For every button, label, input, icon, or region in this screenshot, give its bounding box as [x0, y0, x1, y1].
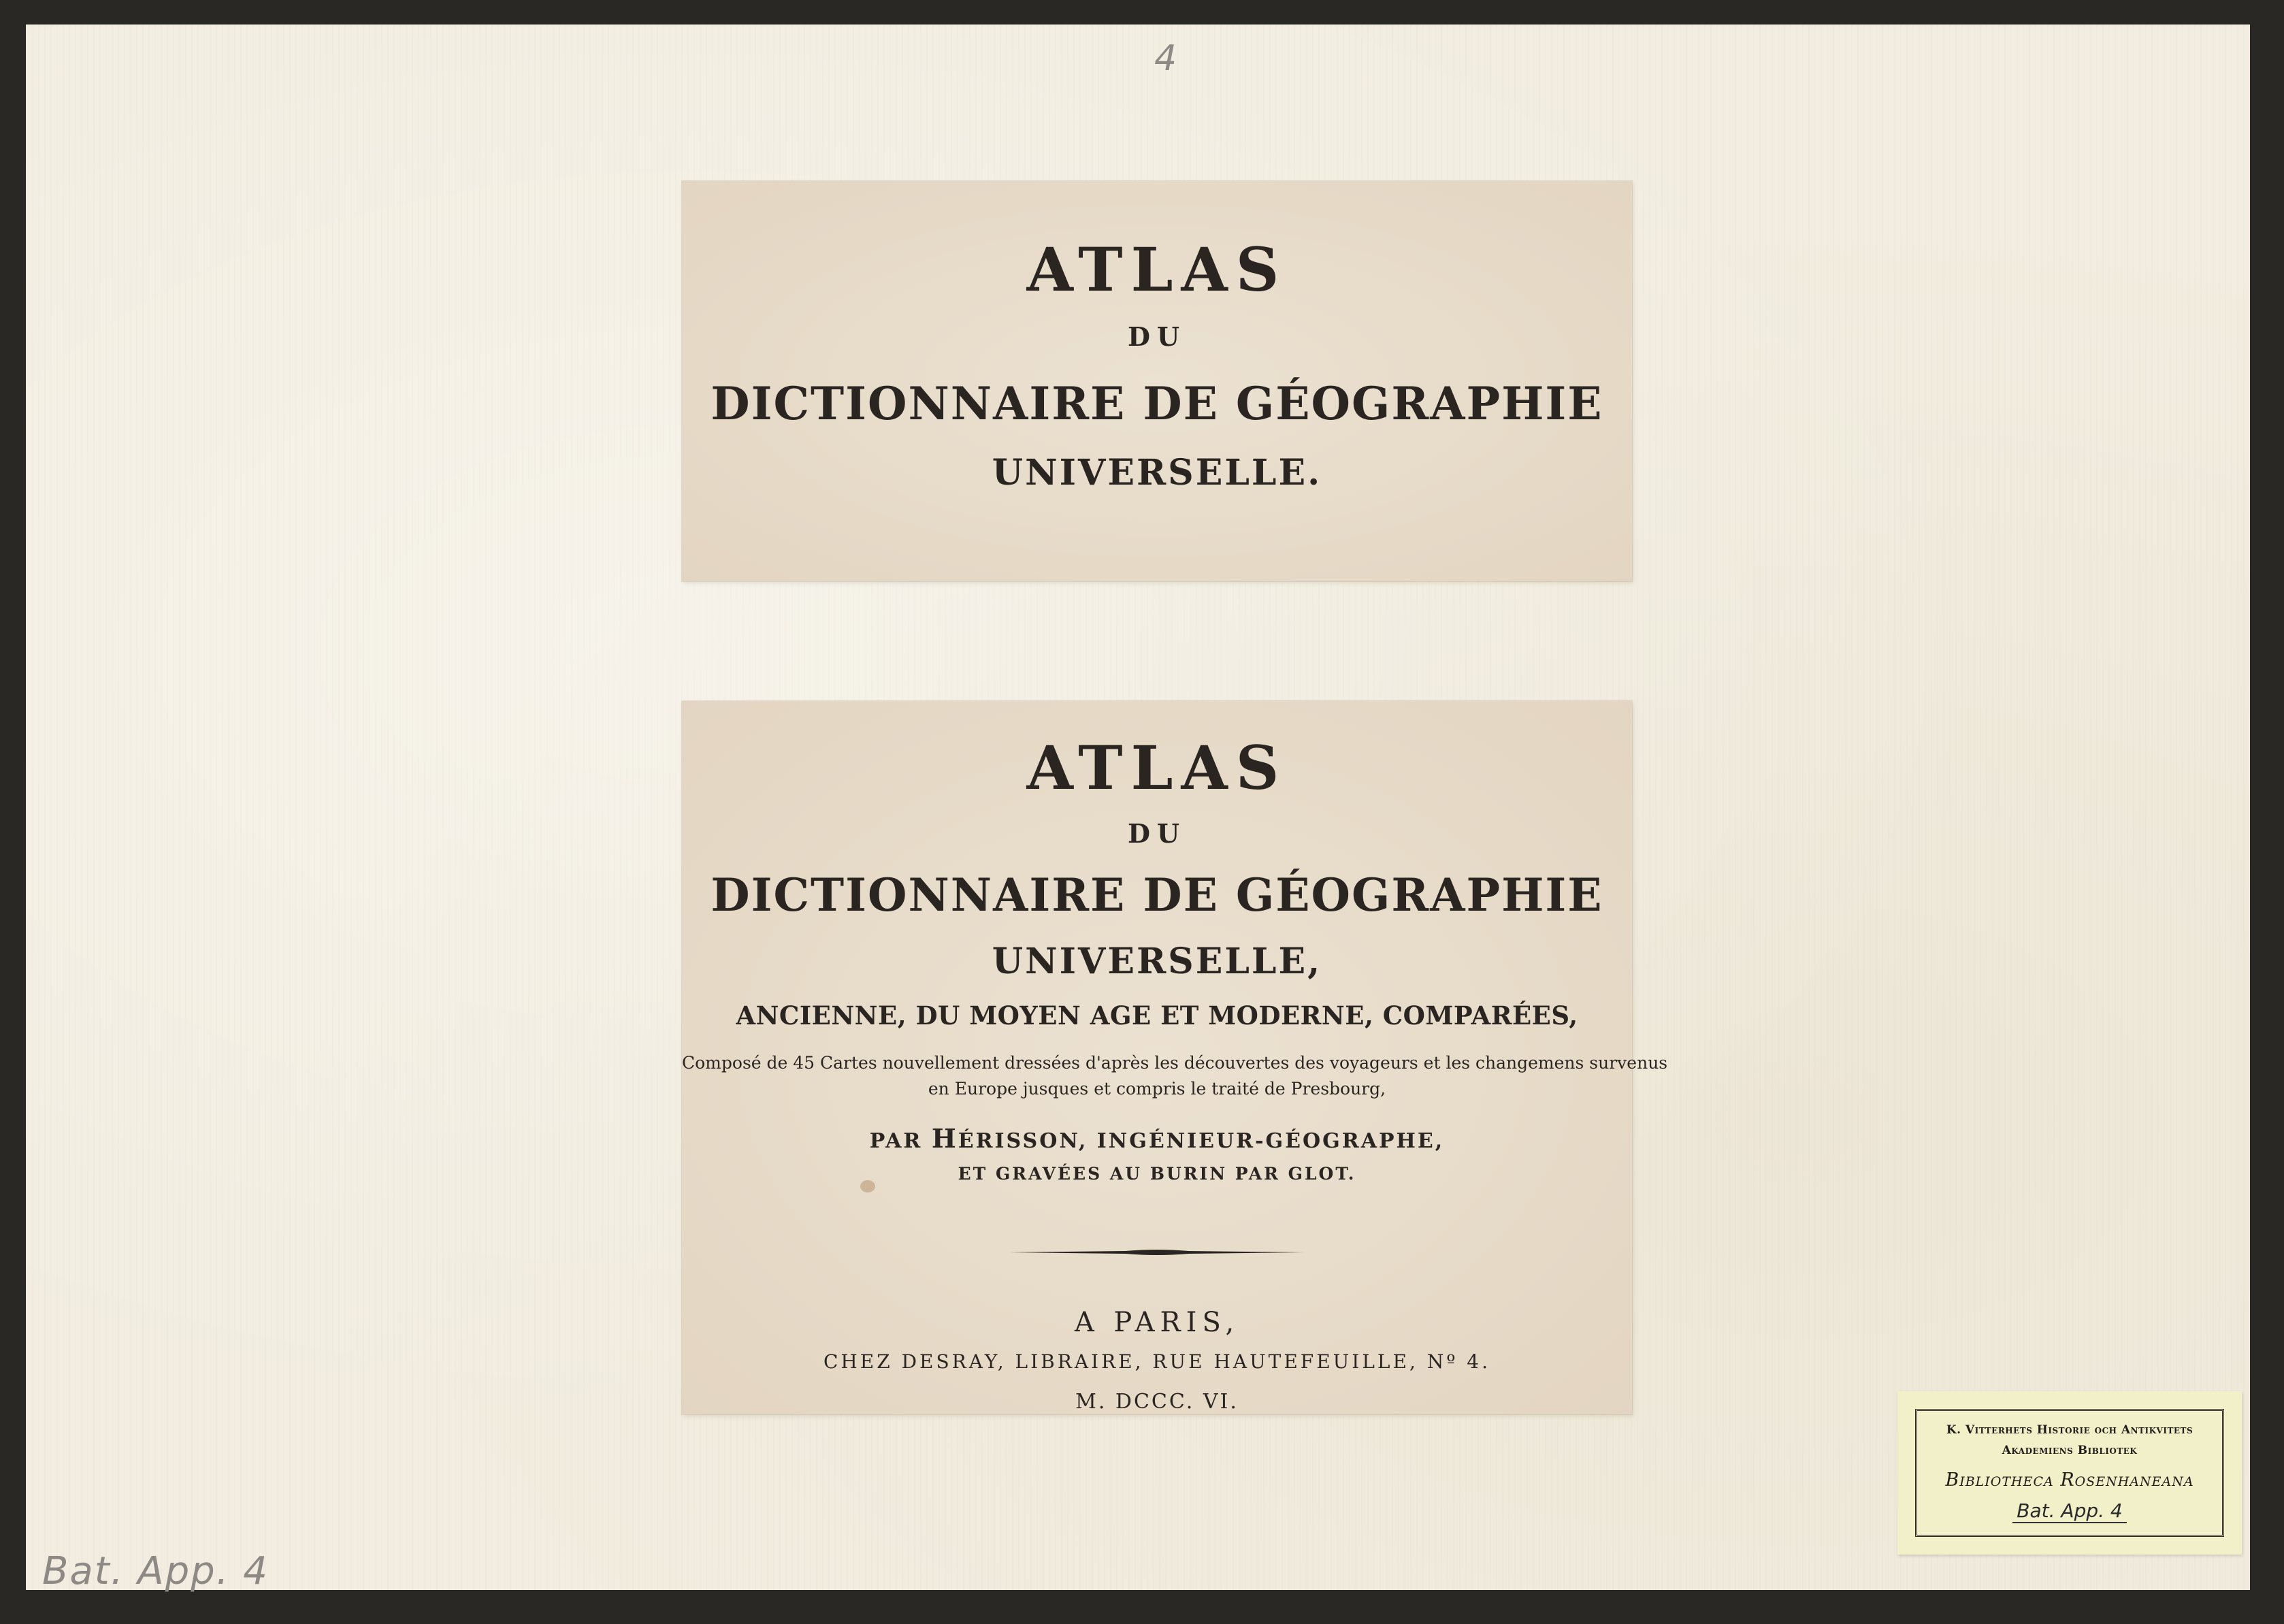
title-subtitle: ANCIENNE, DU MOYEN AGE ET MODERNE, COMPARÉES, [736, 1001, 1578, 1030]
library-stamp [1897, 1391, 2242, 1555]
half-title-slip [682, 181, 1632, 581]
library-stamp-line3: Bibliotheca Rosenhaneana [1945, 1469, 2194, 1491]
half-title-atlas: ATLAS [1026, 234, 1288, 305]
library-stamp-shelfmark [1917, 1499, 2222, 1522]
title-description-line2: en Europe jusques et compris le traité de Presbourg, [928, 1079, 1386, 1099]
half-title-universelle: UNIVERSELLE. [992, 452, 1322, 493]
foxing-spot [860, 1180, 875, 1192]
half-title-du: DU [1127, 321, 1187, 352]
title-author-rest: ÉRISSON, INGÉNIEUR-GÉOGRAPHE, [958, 1129, 1445, 1153]
title-page-slip [682, 701, 1668, 1414]
library-stamp-frame [1915, 1409, 2224, 1537]
title-place: A PARIS, [1074, 1307, 1240, 1338]
library-stamp-line1: K. Vitterhets Historie och Antikvitets [1946, 1423, 2193, 1437]
title-description-line1: Composé de 45 Cartes nouvellement dressées d'après les découvertes des voyageurs et les changemens survenus [682, 1053, 1668, 1073]
title-publisher: CHEZ DESRAY, LIBRAIRE, RUE HAUTEFEUILLE, Nº 4. [823, 1350, 1491, 1373]
title-du: DU [1127, 818, 1187, 849]
library-stamp-line2: Akademiens Bibliotek [2002, 1444, 2138, 1457]
title-atlas: ATLAS [1026, 732, 1288, 803]
title-engraver: ET GRAVÉES AU BURIN PAR GLOT. [958, 1164, 1356, 1184]
title-author-initial: H [931, 1123, 958, 1154]
pencil-shelfmark: Bat. App. 4 [42, 1549, 269, 1593]
title-author-par: PAR [869, 1129, 932, 1153]
title-dictionnaire: DICTIONNAIRE DE GÉOGRAPHIE [711, 868, 1603, 922]
pencil-page-number: 4 [1154, 38, 1177, 79]
library-stamp-shelfmark-text: Bat. App. 4 [2012, 1499, 2126, 1523]
title-universelle: UNIVERSELLE, [992, 941, 1322, 982]
ornamental-rule [1010, 1248, 1304, 1256]
title-author [682, 1123, 1632, 1154]
title-year: M. DCCC. VI. [1075, 1390, 1239, 1414]
half-title-dictionnaire: DICTIONNAIRE DE GÉOGRAPHIE [711, 377, 1603, 430]
paper-sheet [26, 25, 2250, 1593]
